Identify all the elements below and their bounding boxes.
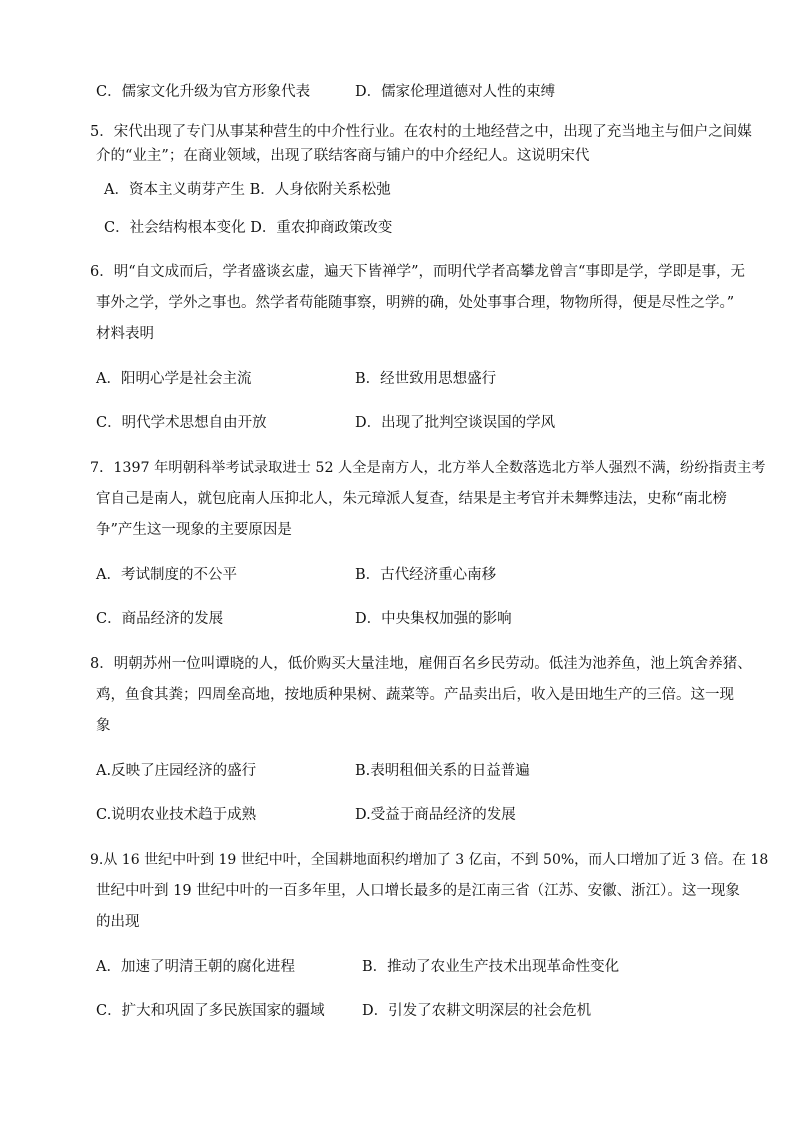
q8-stem-line-1: 8．明朝苏州一位叫谭晓的人，低价购买大量洼地，雇佣百名乡民劳动。低洼为池养鱼，池上筑舍养猪、 bbox=[90, 656, 752, 672]
q7-option-b: B．古代经济重心南移 bbox=[355, 567, 497, 583]
q7-stem-line-2: 官自己是南人，就包庇南人压抑北人，朱元璋派人复查，结果是主考官并未舞弊违法，史称“南北榜 bbox=[96, 491, 727, 507]
q9-option-b: B．推动了农业生产技术出现革命性变化 bbox=[362, 959, 620, 975]
q5-options-line-2: C．社会结构根本变化 D．重农抑商政策改变 bbox=[104, 220, 393, 236]
q7-stem-line-1: 7．1397 年明朝科举考试录取进士 52 人全是南方人，北方举人全数落选北方举人强烈不满，纷纷指责主考 bbox=[90, 460, 766, 476]
q9-stem-line-2: 世纪中叶到 19 世纪中叶的一百多年里，人口增长最多的是江南三省（江苏、安徽、浙江）。这一现象 bbox=[96, 883, 740, 899]
q4-option-d: D．儒家伦理道德对人性的束缚 bbox=[355, 84, 556, 100]
q6-stem-line-3: 材料表明 bbox=[96, 326, 154, 342]
q6-option-c: C．明代学术思想自由开放 bbox=[96, 415, 267, 431]
q5-stem-line-2: 介的“业主”；在商业领域，出现了联结客商与铺户的中介经纪人。这说明宋代 bbox=[96, 148, 590, 164]
q5-options-line-1: A．资本主义萌芽产生 B．人身依附关系松弛 bbox=[104, 182, 391, 198]
q6-option-b: B．经世致用思想盛行 bbox=[355, 371, 497, 387]
q6-option-d: D．出现了批判空谈误国的学风 bbox=[355, 415, 556, 431]
q4-option-c: C．儒家文化升级为官方形象代表 bbox=[96, 84, 311, 100]
q9-option-c: C．扩大和巩固了多民族国家的疆域 bbox=[96, 1003, 325, 1019]
q8-option-b: B.表明租佃关系的日益普遍 bbox=[355, 763, 530, 779]
q7-option-a: A．考试制度的不公平 bbox=[96, 567, 237, 583]
q7-stem-line-3: 争”产生这一现象的主要原因是 bbox=[96, 522, 292, 538]
q9-option-a: A．加速了明清王朝的腐化进程 bbox=[96, 959, 295, 975]
q8-stem-line-2: 鸡，鱼食其粪；四周垒高地，按地质种果树、蔬菜等。产品卖出后，收入是田地生产的三倍。这一现 bbox=[96, 687, 734, 703]
q7-option-c: C．商品经济的发展 bbox=[96, 611, 224, 627]
q6-stem-line-2: 事外之学，学外之事也。然学者苟能随事察，明辨的确，处处事事合理，物物所得，便是尽性之学。” bbox=[96, 295, 735, 311]
q8-stem-line-3: 象 bbox=[96, 718, 111, 734]
q5-stem-line-1: 5．宋代出现了专门从事某种营生的中介性行业。在农村的土地经营之中，出现了充当地主与佃户之间媒 bbox=[90, 124, 752, 140]
q8-option-c: C.说明农业技术趋于成熟 bbox=[96, 807, 257, 823]
q9-stem-line-3: 的出现 bbox=[96, 914, 140, 930]
q9-stem-line-1: 9.从 16 世纪中叶到 19 世纪中叶，全国耕地面积约增加了 3 亿亩，不到 50%，而人口增加了近 3 倍。在 18 bbox=[90, 852, 769, 868]
q8-option-d: D.受益于商品经济的发展 bbox=[355, 807, 516, 823]
q8-option-a: A.反映了庄园经济的盛行 bbox=[96, 763, 257, 779]
q6-stem-line-1: 6．明“自文成而后，学者盛谈玄虚，遍天下皆禅学”，而明代学者高攀龙曾言“事即是学，学即是事，无 bbox=[90, 264, 745, 280]
q6-option-a: A．阳明心学是社会主流 bbox=[96, 371, 252, 387]
q7-option-d: D．中央集权加强的影响 bbox=[355, 611, 512, 627]
q9-option-d: D．引发了农耕文明深层的社会危机 bbox=[362, 1003, 592, 1019]
